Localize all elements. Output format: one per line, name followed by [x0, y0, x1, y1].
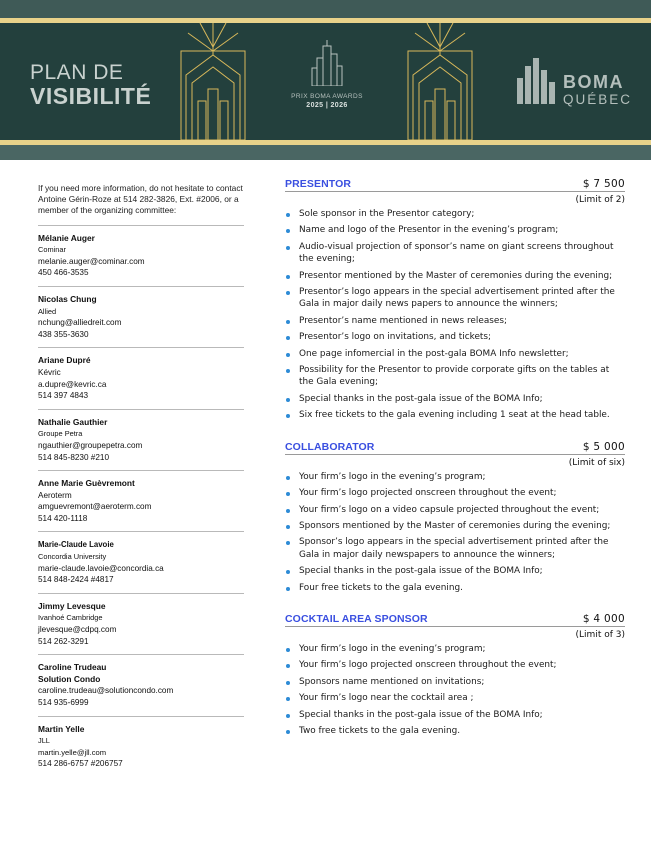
- sponsor-section-collaborator: [285, 441, 625, 594]
- boma-building-icon: [515, 58, 559, 108]
- section-price: $ 5 000: [582, 440, 625, 453]
- list-item: Presentor’s logo appears in the special advertisement printed after the Gala in major daily news papers to announce the winners;: [285, 286, 625, 311]
- contact-phone: 514 845-8230 #210: [38, 452, 110, 462]
- boma-logo-subtext: QUÉBEC: [563, 92, 633, 107]
- contact-card: [38, 410, 244, 471]
- list-item: Name and logo of the Presentor in the evening’s program;: [285, 224, 625, 236]
- section-header: [285, 613, 625, 627]
- contact-name: Caroline Trudeau: [38, 662, 107, 673]
- list-item: Presentor’s logo on invitations, and tickets;: [285, 331, 625, 343]
- contact-card: [38, 532, 244, 593]
- list-item: Your firm’s logo in the evening’s program;: [285, 471, 625, 483]
- contact-name: Anne Marie Guèvremont: [38, 478, 135, 489]
- list-item: Your firm’s logo projected onscreen throughout the event;: [285, 487, 625, 499]
- benefit-list: [285, 471, 625, 594]
- list-item: Sponsor’s logo appears in the special advertisement printed after the Gala in major daily newspapers to announce the winners;: [285, 536, 625, 561]
- contact-org: Allied: [38, 306, 57, 316]
- contact-phone: 514 397 4843: [38, 391, 89, 401]
- sponsorship-column: [285, 178, 625, 756]
- contact-org: Concordia University: [38, 552, 107, 562]
- contact-card: [38, 655, 244, 716]
- contact-phone: 514 286-6757 #206757: [38, 759, 123, 769]
- list-item: Two free tickets to the gala evening.: [285, 725, 625, 737]
- benefit-list: [285, 208, 625, 422]
- contact-card: [38, 287, 244, 348]
- contact-org: Aeroterm: [38, 490, 72, 500]
- contact-org: JLL: [38, 736, 50, 746]
- list-item: Your firm’s logo projected onscreen throughout the event;: [285, 659, 625, 671]
- section-limit: (Limit of 2): [575, 195, 625, 205]
- awards-logo: [282, 40, 372, 109]
- contact-phone: 514 420-1118: [38, 513, 88, 523]
- header-banner: [0, 0, 651, 160]
- contact-org: Kévric: [38, 367, 61, 377]
- list-item: Your firm’s logo on a video capsule projected throughout the event;: [285, 504, 625, 516]
- contact-card: [38, 471, 244, 532]
- list-item: Special thanks in the post-gala issue of the BOMA Info;: [285, 709, 625, 721]
- contact-name: Marie-Claude Lavoie: [38, 540, 114, 550]
- contact-org: Groupe Petra: [38, 429, 83, 439]
- list-item: Sponsors name mentioned on invitations;: [285, 676, 625, 688]
- section-title: COCKTAIL AREA SPONSOR: [285, 612, 428, 625]
- contact-column: [38, 183, 244, 777]
- list-item: Sole sponsor in the Presentor category;: [285, 208, 625, 220]
- list-item: Audio-visual projection of sponsor’s name on giant screens throughout the evening;: [285, 241, 625, 266]
- contact-phone: 514 262-3291: [38, 636, 89, 646]
- contact-email[interactable]: amguevremont@aeroterm.com: [38, 502, 152, 512]
- list-item: Six free tickets to the gala evening including 1 seat at the head table.: [285, 409, 625, 421]
- contact-phone: 514 848-2424 #4817: [38, 575, 114, 585]
- contact-phone: 514 935-6999: [38, 698, 89, 708]
- contact-name: Jimmy Levesque: [38, 600, 106, 611]
- contact-phone: 450 466-3535: [38, 268, 89, 278]
- banner-bottom-band: [0, 145, 651, 160]
- contact-email[interactable]: jlevesque@cdpq.com: [38, 625, 117, 635]
- page-title: [30, 62, 151, 108]
- contact-card: [38, 226, 244, 287]
- awards-years: 2025 | 2026: [306, 102, 348, 109]
- contact-card: [38, 348, 244, 409]
- art-deco-ornament-icon: [405, 23, 475, 140]
- list-item: Sponsors mentioned by the Master of ceremonies during the evening;: [285, 520, 625, 532]
- contact-email[interactable]: a.dupre@kevric.ca: [38, 379, 107, 389]
- list-item: Special thanks in the post-gala issue of the BOMA Info;: [285, 393, 625, 405]
- list-item: One page infomercial in the post-gala BOMA Info newsletter;: [285, 348, 625, 360]
- list-item: Special thanks in the post-gala issue of the BOMA Info;: [285, 565, 625, 577]
- list-item: Four free tickets to the gala evening.: [285, 582, 625, 594]
- section-limit: (Limit of 3): [575, 629, 625, 640]
- skyline-tower-icon: [309, 40, 345, 86]
- intro-text: If you need more information, do not hesitate to contact Antoine Gérin-Roze at 514 282-3826, Ext. #2006, or a member of the organizing committee:: [38, 183, 244, 226]
- sponsor-section-cocktail: [285, 613, 625, 737]
- section-limit: (Limit of six): [568, 457, 625, 468]
- page-title-line1: PLAN DE: [30, 61, 124, 84]
- contact-card: [38, 717, 244, 777]
- list-item: Presentor’s name mentioned in news releases;: [285, 315, 625, 327]
- contact-org: Solution Condo: [38, 673, 101, 684]
- list-item: Your firm’s logo near the cocktail area ;: [285, 692, 625, 704]
- contact-email[interactable]: melanie.auger@cominar.com: [38, 256, 145, 266]
- sponsor-section-presentor: [285, 178, 625, 422]
- list-item: Presentor mentioned by the Master of ceremonies during the evening;: [285, 270, 625, 282]
- contact-name: Mélanie Auger: [38, 232, 95, 243]
- section-header: [285, 178, 625, 192]
- contact-name: Nathalie Gauthier: [38, 416, 108, 427]
- section-title: PRESENTOR: [285, 178, 352, 190]
- list-item: Possibility for the Presentor to provide corporate gifts on the tables at the Gala evening;: [285, 364, 625, 389]
- contact-org: Cominar: [38, 245, 66, 255]
- contact-email[interactable]: martin.yelle@jll.com: [38, 747, 107, 757]
- section-price: $ 7 500: [582, 178, 625, 190]
- section-header: [285, 441, 625, 455]
- contact-name: Nicolas Chung: [38, 293, 97, 304]
- section-title: COLLABORATOR: [285, 440, 375, 453]
- page-title-line2: VISIBILITÉ: [30, 83, 152, 109]
- banner-top-band: [0, 0, 651, 18]
- contact-email[interactable]: marie-claude.lavoie@concordia.ca: [38, 563, 164, 573]
- contact-org: Ivanhoé Cambridge: [38, 613, 103, 623]
- contact-email[interactable]: caroline.trudeau@solutioncondo.com: [38, 686, 174, 696]
- contact-card: [38, 594, 244, 655]
- contact-email[interactable]: ngauthier@groupepetra.com: [38, 440, 143, 450]
- boma-logo-text: BOMA: [563, 72, 624, 92]
- contact-email[interactable]: nchung@alliedreit.com: [38, 318, 122, 328]
- art-deco-ornament-icon: [178, 23, 248, 140]
- benefit-list: [285, 643, 625, 737]
- awards-label: PRIX BOMA AWARDS: [291, 93, 363, 100]
- contact-phone: 438 355-3630: [38, 329, 89, 339]
- list-item: Your firm’s logo in the evening’s program;: [285, 643, 625, 655]
- section-price: $ 4 000: [582, 612, 625, 625]
- contact-name: Martin Yelle: [38, 723, 85, 734]
- contact-name: Ariane Dupré: [38, 355, 91, 366]
